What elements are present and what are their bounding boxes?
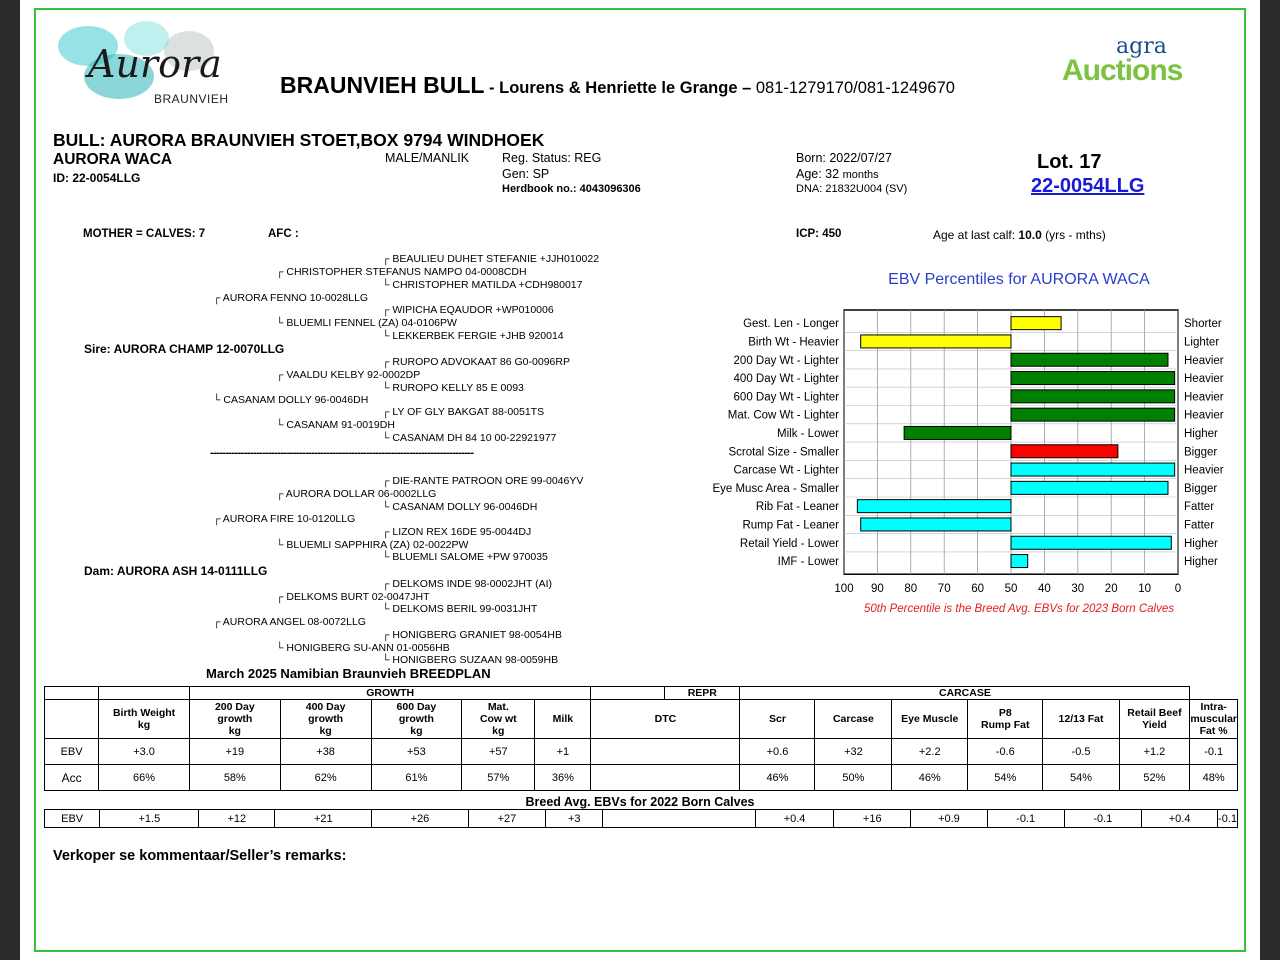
- title-phone: 081-1279170/081-1249670: [755, 79, 955, 97]
- breed-ebv-cell: +21: [275, 810, 372, 828]
- title-owners: - Lourens & Henriette le Grange –: [484, 79, 756, 97]
- column-header-line: Milk: [552, 713, 574, 725]
- ebv-cell: +57: [462, 739, 535, 765]
- column-header-line: Intra-: [1200, 701, 1227, 713]
- x-tick-label: 30: [1071, 583, 1085, 596]
- group-repr: REPR: [665, 687, 740, 700]
- ped-line: └ HONIGBERG SUZAAN 98-0059HB: [382, 654, 559, 666]
- column-header-row: [45, 700, 1238, 739]
- bar-left-label: IMF - Lower: [777, 556, 839, 569]
- ped-line: └ DELKOMS BERIL 99-0031JHT: [382, 603, 538, 615]
- column-header-line: kg: [228, 725, 241, 737]
- x-tick-label: 90: [871, 583, 884, 596]
- bar-left-label: Rump Fat - Leaner: [742, 519, 839, 532]
- breed-ebv-cell: +0.4: [1142, 810, 1218, 828]
- x-tick-label: 0: [1174, 583, 1182, 596]
- ped-line: ┌ LY OF GLY BAKGAT 88-0051TS: [382, 406, 545, 418]
- breed-ebv-row: [45, 810, 1238, 828]
- ped-line: ┌ AURORA FIRE 10-0120LLG: [213, 513, 356, 525]
- ebv-cell: +3.0: [99, 739, 190, 765]
- age-last-calf: [933, 228, 1106, 242]
- title-main: BRAUNVIEH BULL: [280, 72, 485, 98]
- breed-ebv-cell: +12: [199, 810, 275, 828]
- breed-avg-table: [44, 809, 1238, 828]
- x-tick-label: 10: [1138, 583, 1151, 596]
- percentile-bar: [1011, 408, 1175, 421]
- logo-script: Aurora: [88, 42, 222, 86]
- bar-right-label: Shorter: [1184, 318, 1222, 331]
- blank-cell: [591, 687, 665, 700]
- agra-auctions-logo: [1060, 34, 1225, 94]
- percentile-bar: [1011, 372, 1175, 385]
- ped-line: ┌ LIZON REX 16DE 95-0044DJ: [382, 526, 532, 538]
- ped-line: ┌ AURORA FENNO 10-0028LLG: [213, 292, 369, 304]
- ebv-percentile-chart: [660, 260, 1250, 630]
- breedplan-title: March 2025 Namibian Braunvieh BREEDPLAN: [206, 666, 491, 681]
- column-header: [189, 700, 280, 739]
- blank-cell: [99, 687, 190, 700]
- age-last-calf-label: Age at last calf:: [933, 228, 1019, 242]
- breed-ebv-cell: -0.1: [1064, 810, 1142, 828]
- reg-status: Reg. Status: REG: [502, 151, 602, 165]
- ped-line: └ CASANAM DOLLY 96-0046DH: [213, 394, 369, 406]
- icp: ICP: 450: [796, 228, 842, 240]
- percentile-bar: [1011, 353, 1168, 366]
- lot-number: Lot. 17: [1037, 151, 1102, 173]
- acc-cell: 57%: [462, 765, 535, 791]
- bar-right-label: Bigger: [1184, 446, 1218, 459]
- x-tick-label: 50: [1004, 583, 1018, 596]
- column-header: [462, 700, 535, 739]
- x-tick-label: 40: [1038, 583, 1051, 596]
- ped-line: └ LEKKERBEK FERGIE +JHB 920014: [382, 330, 564, 342]
- ebv-cell: [591, 739, 740, 765]
- percentile-bar: [861, 335, 1011, 348]
- breed-ebv-cell: +26: [372, 810, 468, 828]
- ebv-row: [45, 739, 1238, 765]
- bar-left-label: Carcase Wt - Lighter: [733, 464, 839, 477]
- column-header-line: Yield: [1142, 719, 1167, 731]
- blank-cell: [45, 687, 99, 700]
- column-header-line: growth: [217, 713, 253, 725]
- ebv-cell: +1: [535, 739, 591, 765]
- column-header: [535, 700, 591, 739]
- group-header-row: [45, 687, 1238, 700]
- born-date: Born: 2022/07/27: [796, 151, 892, 165]
- column-header-line: P8: [998, 707, 1012, 719]
- age: [796, 167, 879, 181]
- breed-avg-title: Breed Avg. EBVs for 2022 Born Calves: [525, 795, 755, 809]
- bar-right-label: Fatter: [1184, 501, 1215, 514]
- x-tick-label: 20: [1104, 583, 1118, 596]
- column-header-line: Cow wt: [479, 713, 517, 725]
- chart-footnote: 50th Percentile is the Breed Avg. EBVs for 2023 Born Calves: [863, 603, 1175, 616]
- bar-left-label: Mat. Cow Wt - Lighter: [727, 409, 839, 422]
- breed-ebv-cell: +27: [468, 810, 546, 828]
- breed-ebv-cell: [603, 810, 755, 828]
- column-header: [591, 700, 740, 739]
- auctions-text: Auctions: [1062, 54, 1183, 87]
- bar-left-label: Retail Yield - Lower: [739, 537, 839, 550]
- column-header-line: 400 Day: [305, 701, 346, 713]
- acc-cell: 62%: [280, 765, 371, 791]
- acc-row: [45, 765, 1238, 791]
- breed-ebv-cell: +0.4: [755, 810, 834, 828]
- x-tick-label: 100: [834, 583, 854, 596]
- ebv-cell: +32: [815, 739, 892, 765]
- bar-left-label: Birth Wt - Heavier: [748, 336, 839, 349]
- acc-cell: 46%: [740, 765, 815, 791]
- animal-sex: MALE/MANLIK: [385, 151, 470, 165]
- percentile-bar: [1011, 317, 1061, 330]
- ped-line: ┌ DIE-RANTE PATROON ORE 99-0046YV: [382, 475, 584, 487]
- bar-left-label: Rib Fat - Leaner: [755, 501, 839, 514]
- bar-right-label: Heavier: [1184, 373, 1224, 386]
- lot-id-link[interactable]: 22-0054LLG: [1031, 175, 1145, 197]
- column-header-line: Retail Beef: [1127, 707, 1182, 719]
- bull-line: BULL: AURORA BRAUNVIEH STOET,BOX 9794 WINDHOEK: [53, 130, 545, 150]
- breed-ebv-cell: +0.9: [911, 810, 988, 828]
- blank-cell: [45, 700, 99, 739]
- column-header-line: DTC: [654, 713, 677, 725]
- bar-left-label: 200 Day Wt - Lighter: [733, 354, 839, 367]
- ped-line: ┌ CHRISTOPHER STEFANUS NAMPO 04-0008CDH: [276, 266, 527, 278]
- column-header-line: Rump Fat: [981, 719, 1030, 731]
- breed-ebv-cell: +3: [546, 810, 603, 828]
- bar-right-label: Heavier: [1184, 354, 1224, 367]
- percentile-bar: [1011, 536, 1171, 549]
- acc-cell: 52%: [1119, 765, 1190, 791]
- percentile-bar: [861, 518, 1011, 531]
- column-header-line: kg: [137, 719, 151, 731]
- bar-left-label: Gest. Len - Longer: [743, 318, 839, 331]
- breed-ebv-cell: +1.5: [100, 810, 199, 828]
- column-header-line: muscular: [1190, 713, 1237, 725]
- column-header-line: 600 Day: [396, 701, 437, 713]
- column-header: [99, 700, 190, 739]
- column-header-line: Birth Weight: [112, 707, 176, 719]
- percentile-bar: [1011, 481, 1168, 494]
- age-last-calf-value: 10.0: [1018, 228, 1042, 242]
- gen: Gen: SP: [502, 167, 550, 181]
- column-header-line: kg: [492, 725, 505, 737]
- age-value: Age: 32: [796, 167, 843, 181]
- ped-line: ┌ AURORA ANGEL 08-0072LLG: [213, 616, 366, 628]
- x-tick-label: 60: [971, 583, 984, 596]
- dam-label: Dam: AURORA ASH 14-0111LLG: [84, 564, 268, 578]
- ped-line: └ RUROPO KELLY 85 E 0093: [382, 382, 524, 394]
- row-label: Acc: [45, 765, 99, 791]
- breed-ebv-cell: -0.1: [1218, 810, 1238, 828]
- percentile-bar: [904, 426, 1011, 439]
- column-header: [371, 700, 462, 739]
- column-header-line: Carcase: [832, 713, 874, 725]
- document-sheet: [20, 0, 1260, 960]
- column-header: [740, 700, 815, 739]
- ebv-cell: -0.1: [1190, 739, 1238, 765]
- breed-ebv-cell: +16: [834, 810, 911, 828]
- agra-text: agra: [1116, 34, 1167, 59]
- column-header: [1190, 700, 1238, 739]
- percentile-bar: [1011, 445, 1118, 458]
- column-header: [280, 700, 371, 739]
- x-tick-label: 70: [937, 583, 951, 596]
- breedplan-table: [44, 686, 1238, 791]
- ped-line: └ CHRISTOPHER MATILDA +CDH980017: [382, 279, 583, 291]
- ped-line: ┌ DELKOMS BURT 02-0047JHT: [276, 591, 430, 603]
- column-header-line: kg: [410, 725, 423, 737]
- pedigree-separator: --------------------------------------------------------------------------------------: [210, 447, 474, 459]
- column-header-line: Mat.: [487, 701, 509, 713]
- group-growth: GROWTH: [189, 687, 590, 700]
- column-header-line: kg: [319, 725, 332, 737]
- acc-cell: [591, 765, 740, 791]
- bar-left-label: Milk - Lower: [777, 427, 839, 440]
- x-tick-label: 80: [904, 583, 918, 596]
- bar-right-label: Lighter: [1184, 336, 1220, 349]
- animal-id: ID: 22-0054LLG: [53, 171, 141, 185]
- ped-line: ┌ WIPICHA EQAUDOR +WP010006: [382, 304, 554, 316]
- ebv-cell: +1.2: [1119, 739, 1190, 765]
- bar-right-label: Higher: [1184, 556, 1218, 569]
- ebv-cell: -0.6: [968, 739, 1043, 765]
- ebv-cell: +53: [371, 739, 462, 765]
- chart-title: EBV Percentiles for AURORA WACA: [888, 271, 1150, 288]
- bar-right-label: Higher: [1184, 537, 1218, 550]
- bar-right-label: Heavier: [1184, 464, 1224, 477]
- ped-line: ┌ VAALDU KELBY 92-0002DP: [276, 369, 421, 381]
- group-carcase: CARCASE: [740, 687, 1190, 700]
- logo-subtitle: BRAUNVIEH: [154, 92, 229, 106]
- dna: DNA: 21832U004 (SV): [796, 183, 908, 195]
- acc-cell: 50%: [815, 765, 892, 791]
- ebv-cell: +19: [189, 739, 280, 765]
- ped-line: └ BLUEMLI SALOME +PW 970035: [382, 551, 548, 563]
- age-last-calf-unit: (yrs - mths): [1041, 228, 1106, 242]
- herdbook-no: Herdbook no.: 4043096306: [502, 183, 641, 195]
- column-header: [892, 700, 968, 739]
- ped-line: └ CASANAM DOLLY 96-0046DH: [382, 501, 538, 513]
- ped-line: └ CASANAM 91-0019DH: [276, 419, 395, 431]
- percentile-bar: [1011, 555, 1028, 568]
- bar-right-label: Higher: [1184, 427, 1218, 440]
- ped-line: ┌ BEAULIEU DUHET STEFANIE +JJH010022: [382, 253, 600, 265]
- aurora-logo: [54, 16, 239, 116]
- row-label: EBV: [45, 810, 100, 828]
- acc-cell: 58%: [189, 765, 280, 791]
- ped-line: ┌ AURORA DOLLAR 06-0002LLG: [276, 488, 437, 500]
- percentile-bar: [857, 500, 1011, 513]
- breed-ebv-cell: -0.1: [987, 810, 1064, 828]
- bar-left-label: Eye Musc Area - Smaller: [712, 482, 839, 495]
- acc-cell: 66%: [99, 765, 190, 791]
- bar-right-label: Bigger: [1184, 482, 1218, 495]
- ped-line: └ BLUEMLI SAPPHIRA (ZA) 02-0022PW: [276, 539, 469, 551]
- age-unit: months: [842, 169, 879, 181]
- mother-calves: MOTHER = CALVES: 7: [83, 228, 206, 240]
- ped-line: ┌ HONIGBERG GRANIET 98-0054HB: [382, 629, 562, 641]
- column-header: [815, 700, 892, 739]
- page-title: [280, 72, 955, 99]
- ped-line: ┌ DELKOMS INDE 98-0002JHT (AI): [382, 578, 553, 590]
- bar-left-label: 600 Day Wt - Lighter: [733, 391, 839, 404]
- percentile-bar: [1011, 463, 1175, 476]
- ebv-cell: +38: [280, 739, 371, 765]
- animal-name: AURORA WACA: [53, 151, 173, 168]
- column-header-line: Eye Muscle: [901, 713, 959, 725]
- bar-right-label: Fatter: [1184, 519, 1215, 532]
- acc-cell: 54%: [968, 765, 1043, 791]
- acc-cell: 48%: [1190, 765, 1238, 791]
- ped-line: ┌ RUROPO ADVOKAAT 86 G0-0096RP: [382, 356, 570, 368]
- ped-line: └ HONIGBERG SU-ANN 01-0056HB: [276, 642, 450, 654]
- column-header: [1043, 700, 1119, 739]
- afc: AFC :: [268, 228, 299, 240]
- column-header-line: 12/13 Fat: [1058, 713, 1104, 725]
- ped-line: └ CASANAM DH 84 10 00-22921977: [382, 432, 557, 444]
- acc-cell: 36%: [535, 765, 591, 791]
- column-header-line: Fat %: [1199, 725, 1228, 737]
- column-header: [1119, 700, 1190, 739]
- bar-left-label: 400 Day Wt - Lighter: [733, 373, 839, 386]
- column-header-line: growth: [398, 713, 434, 725]
- ebv-cell: +2.2: [892, 739, 968, 765]
- column-header: [968, 700, 1043, 739]
- percentile-bar: [1011, 390, 1175, 403]
- bar-left-label: Scrotal Size - Smaller: [728, 446, 839, 459]
- column-header-line: 200 Day: [214, 701, 255, 713]
- ebv-cell: -0.5: [1043, 739, 1119, 765]
- ped-line: └ BLUEMLI FENNEL (ZA) 04-0106PW: [276, 317, 457, 329]
- acc-cell: 61%: [371, 765, 462, 791]
- ebv-cell: +0.6: [740, 739, 815, 765]
- sire-label: Sire: AURORA CHAMP 12-0070LLG: [84, 342, 285, 356]
- bar-right-label: Heavier: [1184, 391, 1224, 404]
- seller-remarks: Verkoper se kommentaar/Seller’s remarks:: [53, 848, 347, 864]
- column-header-line: Scr: [768, 713, 786, 725]
- row-label: EBV: [45, 739, 99, 765]
- acc-cell: 54%: [1043, 765, 1119, 791]
- bar-right-label: Heavier: [1184, 409, 1224, 422]
- column-header-line: growth: [308, 713, 344, 725]
- acc-cell: 46%: [892, 765, 968, 791]
